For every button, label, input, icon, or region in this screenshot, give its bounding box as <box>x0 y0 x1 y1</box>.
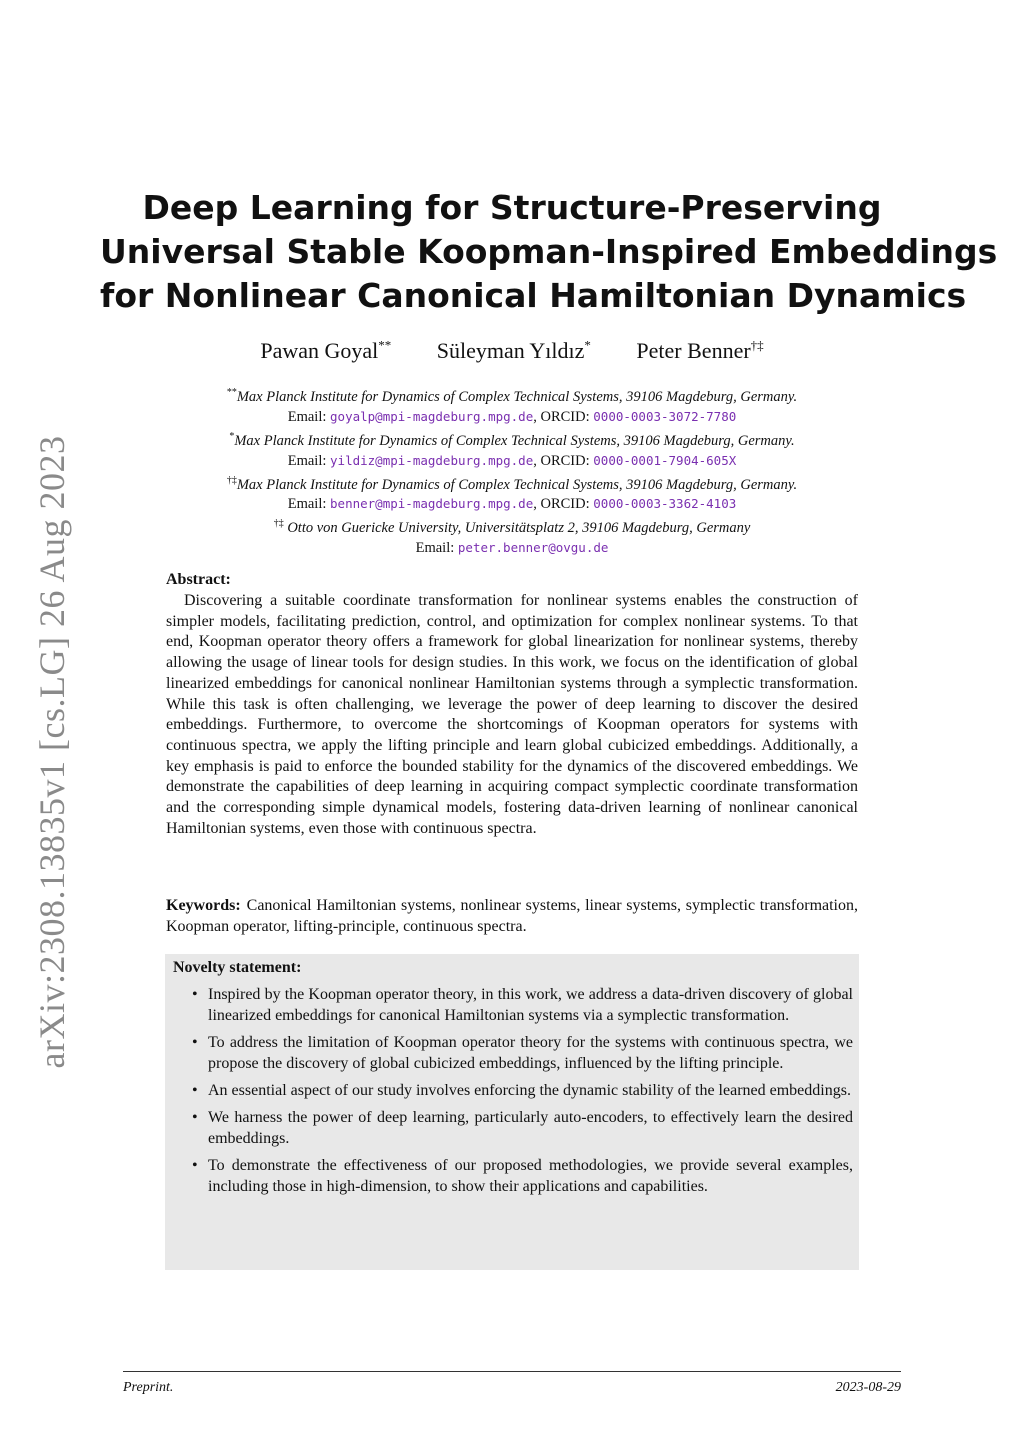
orcid-label: , ORCID: <box>533 452 590 469</box>
author-name: Peter Benner <box>636 338 751 364</box>
affiliation-mark: ** <box>226 387 237 398</box>
institution: Otto von Guericke University, Universitätsplatz 2, 39106 Magdeburg, Germany <box>287 520 751 537</box>
novelty-box <box>165 954 859 1270</box>
title-line: Universal Stable Koopman-Inspired Embeddings <box>100 232 998 271</box>
author <box>636 338 763 363</box>
orcid-link[interactable]: 0000-0003-3072-7780 <box>593 408 737 424</box>
bullet-icon: • <box>192 1081 198 1099</box>
contact-line <box>100 451 924 471</box>
email-link[interactable]: peter.benner@ovgu.de <box>457 540 609 556</box>
affiliations <box>100 383 924 558</box>
author-name: Süleyman Yıldız <box>436 338 585 364</box>
list-item-text: To demonstrate the effectiveness of our proposed methodologies, we provide several examples, including those in high-dimension, to show their applications and capabilities. <box>208 1156 853 1195</box>
orcid-link[interactable]: 0000-0003-3362-4103 <box>593 496 737 512</box>
arxiv-stamp: arXiv:2308.13835v1 [cs.LG] 26 Aug 2023 <box>32 435 72 1069</box>
author-mark: †‡ <box>750 338 764 353</box>
orcid-link[interactable]: 0000-0001-7904-605X <box>593 452 737 468</box>
orcid-label: , ORCID: <box>533 496 590 513</box>
affiliation-mark: †‡ <box>226 474 237 486</box>
email-link[interactable]: benner@mpi-magdeburg.mpg.de <box>330 496 534 512</box>
institution: Max Planck Institute for Dynamics of Complex Technical Systems, 39106 Magdeburg, Germany. <box>236 388 798 405</box>
contact-line <box>100 407 924 427</box>
contact-line <box>100 538 924 558</box>
list-item <box>165 1081 859 1102</box>
paper-title <box>100 186 998 318</box>
institution: Max Planck Institute for Dynamics of Complex Technical Systems, 39106 Magdeburg, Germany. <box>234 432 795 449</box>
bullet-icon: • <box>192 1156 198 1174</box>
list-item-text: To address the limitation of Koopman operator theory for the systems with continuous spectra, we propose the discovery of global cubicized embeddings, influenced by the lifting principle. <box>208 1033 853 1072</box>
novelty-heading: Novelty statement: <box>173 959 302 976</box>
footer-rule <box>123 1371 901 1372</box>
email-label: Email: <box>287 408 327 425</box>
contact-line <box>100 494 924 514</box>
email-label: Email: <box>287 496 327 513</box>
keywords <box>166 896 858 937</box>
affiliation <box>100 383 924 407</box>
keywords-text: Canonical Hamiltonian systems, nonlinear systems, linear systems, symplectic transformation, Koopman operator, lifting-principle, continuous spectra. <box>166 897 858 935</box>
abstract-text: Discovering a suitable coordinate transformation for nonlinear systems enables the construction of simpler models, facilitating prediction, control, and optimization for complex nonlinear systems. To that end, Koopman operator theory offers a framework for global linearization for nonlinear systems, thereby allowing the usage of linear tools for design studies. In this work, we focus on the identification of global linearized embeddings for canonical nonlinear Hamiltonian systems through a symplectic transformation. While this task is often challenging, we leverage the power of deep learning to discover the desired embeddings. Furthermore, to overcome the shortcomings of Koopman operators for systems with continuous spectra, we apply the lifting principle and learn global cubicized embeddings. Additionally, a key emphasis is paid to enforce the bounded stability for the dynamics of the discovered embeddings. We demonstrate the capabilities of deep learning in acquiring compact symplectic coordinate transformation and the corresponding simple dynamical models, fostering data-driven learning of nonlinear canonical Hamiltonian systems, even those with continuous spectra. <box>166 592 858 837</box>
affiliation <box>100 427 924 451</box>
footer-left: Preprint. <box>123 1380 174 1395</box>
list-item-text: An essential aspect of our study involves enforcing the dynamic stability of the learned embeddings. <box>208 1081 851 1099</box>
author-mark: * <box>584 338 591 353</box>
institution: Max Planck Institute for Dynamics of Complex Technical Systems, 39106 Magdeburg, Germany. <box>236 476 798 493</box>
list-item-text: We harness the power of deep learning, particularly auto-encoders, to effectively learn the desired embeddings. <box>208 1109 853 1147</box>
list-item <box>165 1033 859 1074</box>
author-name: Pawan Goyal <box>260 338 379 364</box>
list-item <box>165 985 859 1026</box>
bullet-icon: • <box>192 1109 198 1127</box>
affiliation <box>100 514 924 538</box>
bullet-icon: • <box>192 1033 198 1051</box>
author <box>437 338 591 363</box>
list-item <box>165 1156 859 1197</box>
email-link[interactable]: yildiz@mpi-magdeburg.mpg.de <box>330 452 534 468</box>
affiliation-mark: †‡ <box>273 518 284 530</box>
affiliation <box>100 471 924 495</box>
author-list <box>100 338 924 364</box>
title-line: for Nonlinear Canonical Hamiltonian Dynamics <box>100 276 967 315</box>
footer-date: 2023-08-29 <box>835 1380 901 1395</box>
list-item <box>165 1108 859 1149</box>
email-label: Email: <box>415 540 455 557</box>
keywords-heading: Keywords: <box>166 897 241 914</box>
email-link[interactable]: goyalp@mpi-magdeburg.mpg.de <box>330 408 534 424</box>
title-line: Deep Learning for Structure-Preserving <box>142 188 882 227</box>
author <box>260 338 391 363</box>
author-mark: ** <box>378 338 392 353</box>
orcid-label: , ORCID: <box>533 408 590 425</box>
email-label: Email: <box>287 452 327 469</box>
abstract-heading: Abstract: <box>166 571 231 588</box>
list-item-text: Inspired by the Koopman operator theory, in this work, we address a data-driven discovery of global linearized embeddings for canonical Hamiltonian systems via a symplectic transformation. <box>208 986 853 1024</box>
bullet-icon: • <box>192 986 198 1003</box>
novelty-list <box>165 985 859 1204</box>
affiliation-mark: * <box>229 430 235 442</box>
